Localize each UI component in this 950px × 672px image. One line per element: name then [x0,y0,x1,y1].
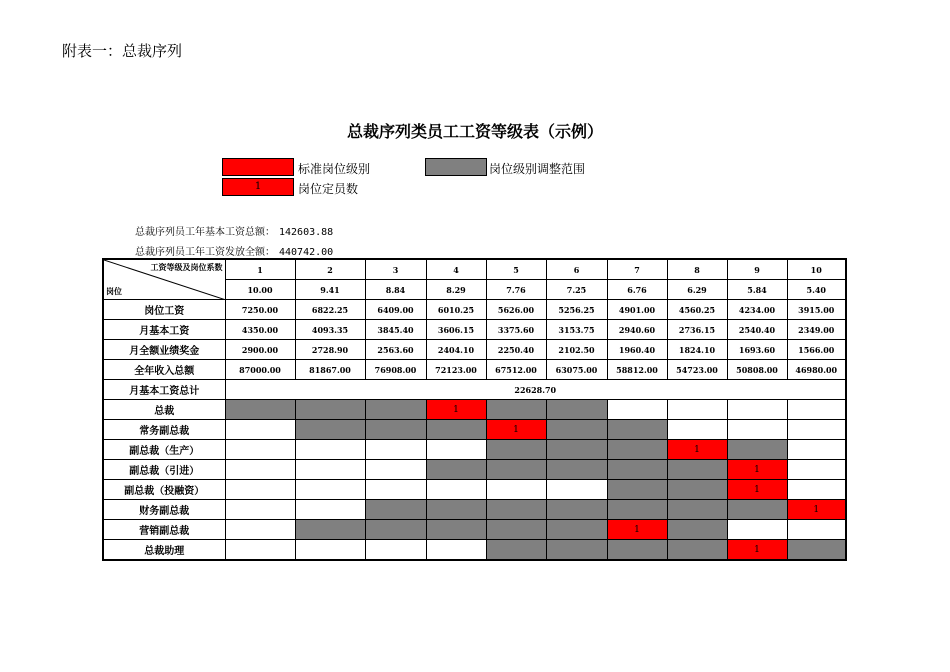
empty-grade-cell [607,400,667,420]
grade-range-cell [727,440,787,460]
legend-count-label: 岗位定员数 [298,182,359,196]
header-corner [103,259,225,300]
pay-value-cell: 2349.00 [787,320,846,340]
grade-range-cell [607,420,667,440]
grade-header-9: 9 [727,259,787,280]
pay-value-cell: 1824.10 [667,340,727,360]
position-label: 副总裁（投融资） [103,480,225,500]
empty-grade-cell [225,500,295,520]
grade-header-6: 6 [546,259,607,280]
summary-annual-base-label: 总裁序列员工年基本工资总额： [135,227,275,238]
grade-range-cell [727,500,787,520]
position-label: 总裁助理 [103,540,225,561]
grade-range-cell [295,400,365,420]
grade-header-5: 5 [486,259,546,280]
empty-grade-cell [787,460,846,480]
grade-range-cell [667,480,727,500]
pay-value-cell: 87000.00 [225,360,295,380]
coefficient-cell: 9.41 [295,280,365,300]
coefficient-cell: 6.76 [607,280,667,300]
empty-grade-cell [426,540,486,561]
empty-grade-cell [365,540,426,561]
pay-value-cell: 2736.15 [667,320,727,340]
grade-range-cell [667,520,727,540]
position-row [103,400,846,420]
empty-grade-cell [667,400,727,420]
pay-value-cell: 3375.60 [486,320,546,340]
pay-row-label: 月全额业绩奖金 [103,340,225,360]
pay-value-cell: 72123.00 [426,360,486,380]
pay-row-label: 岗位工资 [103,300,225,320]
empty-grade-cell [295,460,365,480]
empty-grade-cell [546,480,607,500]
pay-value-cell: 50808.00 [727,360,787,380]
grade-range-cell [426,500,486,520]
pay-value-cell: 2900.00 [225,340,295,360]
pay-value-cell: 58812.00 [607,360,667,380]
grade-header-1: 1 [225,259,295,280]
legend-standard-swatch [222,158,294,176]
grade-range-cell [546,460,607,480]
grade-header-7: 7 [607,259,667,280]
pay-value-cell: 4901.00 [607,300,667,320]
coefficient-cell: 8.29 [426,280,486,300]
grade-range-cell [225,400,295,420]
pay-row-label: 月基本工资 [103,320,225,340]
grade-range-cell [365,420,426,440]
grade-range-cell [295,520,365,540]
grade-range-cell [365,400,426,420]
coefficient-cell: 7.76 [486,280,546,300]
grade-header-row [103,259,846,280]
grade-header-3: 3 [365,259,426,280]
grade-range-cell [607,500,667,520]
monthly-total-row [103,380,846,400]
empty-grade-cell [225,460,295,480]
grade-range-cell [426,460,486,480]
grade-range-cell [546,520,607,540]
grade-header-2: 2 [295,259,365,280]
empty-grade-cell [225,540,295,561]
pay-row-label: 全年收入总额 [103,360,225,380]
grade-range-cell [787,540,846,561]
pay-value-cell: 67512.00 [486,360,546,380]
pay-row [103,320,846,340]
grade-range-cell [365,500,426,520]
empty-grade-cell [727,400,787,420]
grade-range-cell [607,440,667,460]
empty-grade-cell [225,480,295,500]
summary-annual-total-label: 总裁序列员工年工资发放全额： [135,247,275,258]
grade-range-cell [546,420,607,440]
pay-value-cell: 3153.75 [546,320,607,340]
coefficient-cell: 6.29 [667,280,727,300]
pay-value-cell: 3915.00 [787,300,846,320]
grade-range-cell [546,540,607,561]
position-row [103,420,846,440]
pay-value-cell: 2940.60 [607,320,667,340]
pay-value-cell: 3606.15 [426,320,486,340]
summary-annual-base-value: 142603.88 [279,227,334,238]
standard-grade-cell: 1 [727,540,787,561]
empty-grade-cell [787,520,846,540]
pay-value-cell: 3845.40 [365,320,426,340]
page-caption: 附表一：总裁序列 [62,42,183,60]
pay-value-cell: 6822.25 [295,300,365,320]
pay-value-cell: 4560.25 [667,300,727,320]
empty-grade-cell [787,480,846,500]
grade-range-cell [486,540,546,561]
table-title: 总裁序列类员工工资等级表（示例） [346,122,603,141]
pay-value-cell: 7250.00 [225,300,295,320]
salary-grade-table [102,258,847,561]
pay-row [103,300,846,320]
standard-grade-cell: 1 [486,420,546,440]
standard-grade-cell: 1 [426,400,486,420]
legend-count-swatch: 1 [222,178,294,196]
grade-header-8: 8 [667,259,727,280]
standard-grade-cell: 1 [667,440,727,460]
legend-standard-label: 标准岗位级别 [298,162,371,176]
coefficient-cell: 10.00 [225,280,295,300]
pay-value-cell: 46980.00 [787,360,846,380]
empty-grade-cell [365,440,426,460]
grade-range-cell [667,460,727,480]
position-label: 营销副总裁 [103,520,225,540]
position-row [103,540,846,561]
corner-bottom-label: 岗位 [106,287,122,296]
position-label: 副总裁（引进） [103,460,225,480]
empty-grade-cell [365,460,426,480]
standard-grade-cell: 1 [607,520,667,540]
position-label: 常务副总裁 [103,420,225,440]
grade-range-cell [486,440,546,460]
grade-range-cell [426,520,486,540]
grade-range-cell [667,500,727,520]
legend-range-swatch [425,158,487,176]
summary-annual-total [135,243,333,258]
empty-grade-cell [225,520,295,540]
pay-value-cell: 2540.40 [727,320,787,340]
empty-grade-cell [486,480,546,500]
monthly-total-value: 22628.70 [225,380,846,400]
legend-range-label: 岗位级别调整范围 [489,162,586,176]
grade-header-10: 10 [787,259,846,280]
pay-value-cell: 4234.00 [727,300,787,320]
pay-value-cell: 2102.50 [546,340,607,360]
empty-grade-cell [295,480,365,500]
empty-grade-cell [426,480,486,500]
empty-grade-cell [365,480,426,500]
empty-grade-cell [295,500,365,520]
pay-value-cell: 1566.00 [787,340,846,360]
pay-value-cell: 6409.00 [365,300,426,320]
position-label: 副总裁（生产） [103,440,225,460]
pay-value-cell: 5626.00 [486,300,546,320]
grade-range-cell [667,540,727,561]
grade-range-cell [365,520,426,540]
coefficient-cell: 5.40 [787,280,846,300]
pay-value-cell: 1960.40 [607,340,667,360]
empty-grade-cell [426,440,486,460]
grade-range-cell [546,500,607,520]
pay-value-cell: 4093.35 [295,320,365,340]
pay-row [103,340,846,360]
pay-value-cell: 76908.00 [365,360,426,380]
empty-grade-cell [787,440,846,460]
position-label: 总裁 [103,400,225,420]
grade-range-cell [546,440,607,460]
grade-range-cell [486,460,546,480]
grade-range-cell [607,540,667,561]
empty-grade-cell [787,400,846,420]
empty-grade-cell [727,420,787,440]
grade-range-cell [295,420,365,440]
pay-value-cell: 6010.25 [426,300,486,320]
position-row [103,500,846,520]
grade-range-cell [426,420,486,440]
empty-grade-cell [787,420,846,440]
coefficient-cell: 5.84 [727,280,787,300]
position-row [103,520,846,540]
coefficient-cell: 8.84 [365,280,426,300]
pay-value-cell: 2728.90 [295,340,365,360]
coefficient-cell: 7.25 [546,280,607,300]
empty-grade-cell [727,520,787,540]
pay-value-cell: 4350.00 [225,320,295,340]
pay-value-cell: 2563.60 [365,340,426,360]
empty-grade-cell [667,420,727,440]
position-row [103,480,846,500]
pay-value-cell: 1693.60 [727,340,787,360]
pay-row [103,360,846,380]
grade-header-4: 4 [426,259,486,280]
summary-annual-total-value: 440742.00 [279,247,334,258]
empty-grade-cell [225,440,295,460]
empty-grade-cell [295,440,365,460]
standard-grade-cell: 1 [727,480,787,500]
pay-value-cell: 63075.00 [546,360,607,380]
standard-grade-cell: 1 [787,500,846,520]
grade-range-cell [607,460,667,480]
position-label: 财务副总裁 [103,500,225,520]
position-row [103,440,846,460]
corner-top-label: 工资等级及岗位系数 [150,263,223,272]
summary-annual-base [135,223,333,238]
grade-range-cell [486,400,546,420]
pay-value-cell: 2250.40 [486,340,546,360]
grade-range-cell [486,520,546,540]
pay-value-cell: 5256.25 [546,300,607,320]
empty-grade-cell [295,540,365,561]
pay-value-cell: 54723.00 [667,360,727,380]
empty-grade-cell [225,420,295,440]
pay-value-cell: 81867.00 [295,360,365,380]
pay-value-cell: 2404.10 [426,340,486,360]
grade-range-cell [486,500,546,520]
standard-grade-cell: 1 [727,460,787,480]
monthly-total-label: 月基本工资总计 [103,380,225,400]
grade-range-cell [607,480,667,500]
grade-range-cell [546,400,607,420]
position-row [103,460,846,480]
